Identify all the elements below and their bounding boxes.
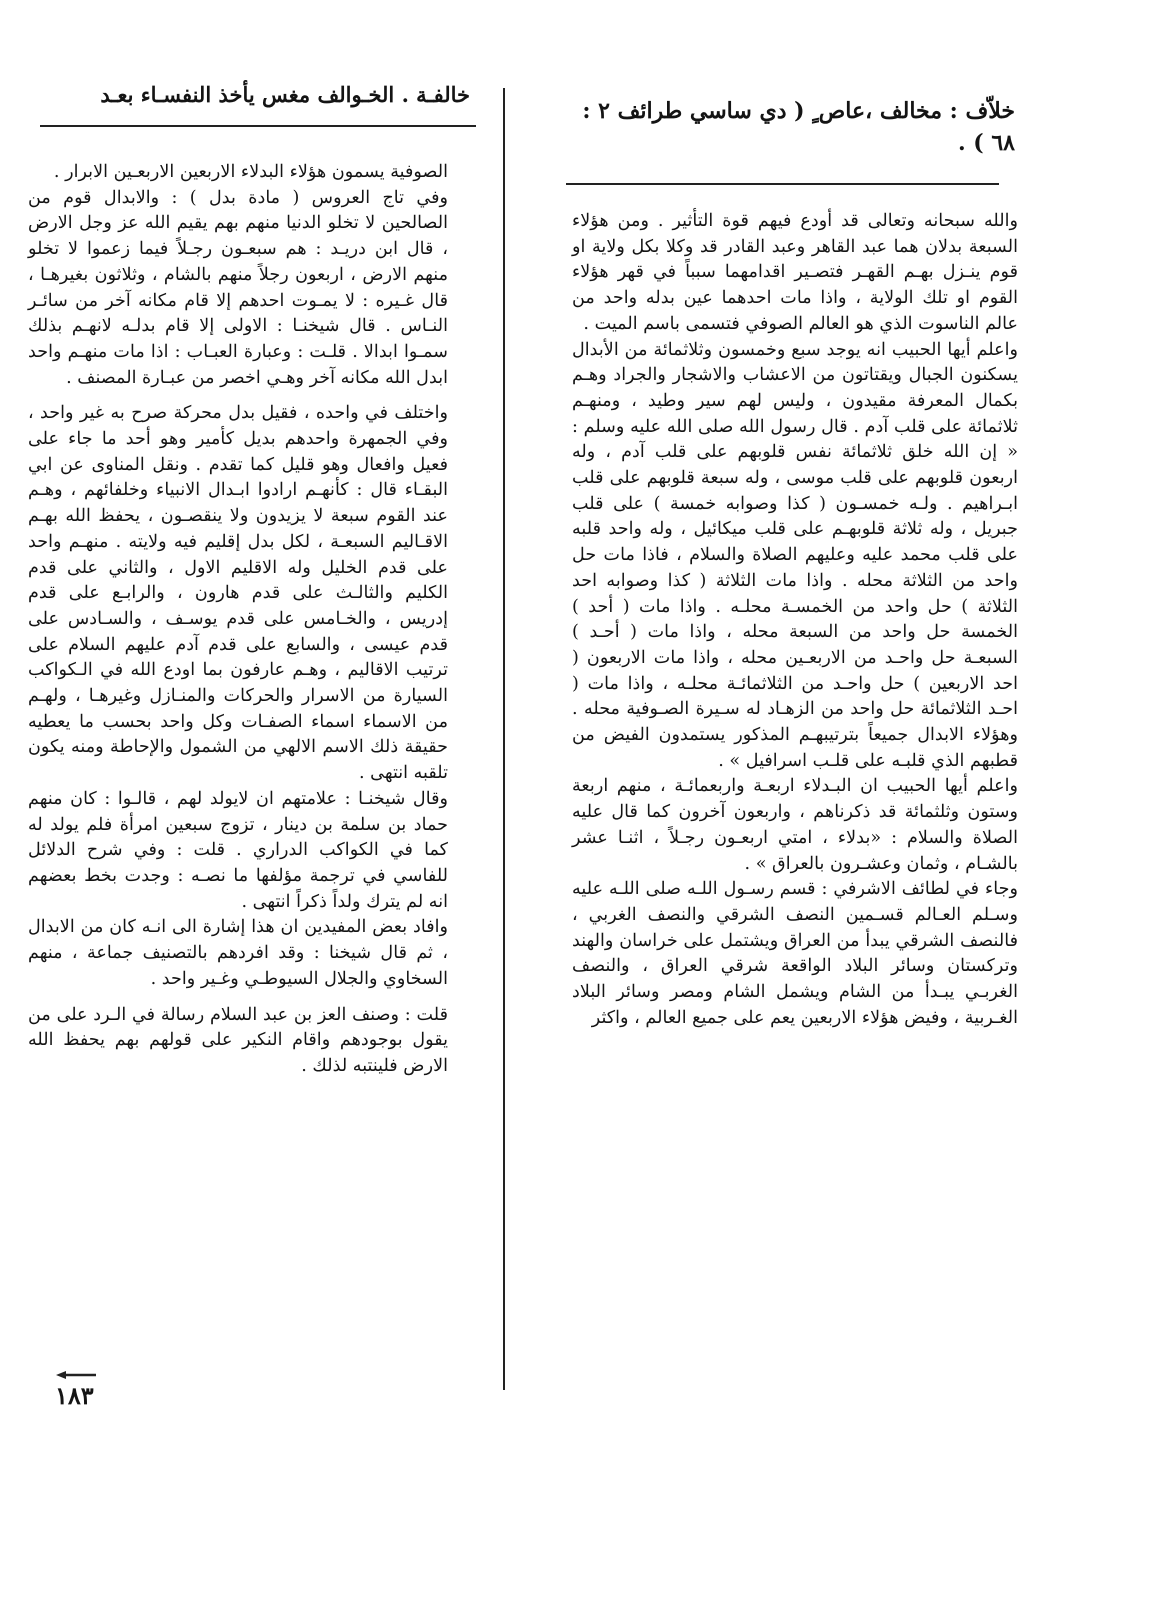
right-header-rule	[566, 183, 999, 185]
left-column-header: خالفـة . الخـوالف مغس يأخذ النفسـاء بعـد	[100, 82, 470, 107]
paragraph: وافاد بعض المفيدين ان هذا إشارة الى انـه كان من الابدال ، ثم قال شيخنا : وقد افردهم بالتصنيف جماعة ، منهم السخاوي والجلال السيوطـي وغـير واحد .	[28, 917, 448, 989]
paragraph: وجاء في لطائف الاشرفي : قسم رسـول اللـه صلى اللـه عليه وسـلم العـالم قسـمين النصف الشرقي والنصف الغربي ، فالنصف الشرقي يبدأ من العراق ويشتمل على خراسان والهند وتركستان وسائر البلاد الواقعة شرقي العراق ، والنصف الغربـي يبـدأ من الشام ويشمل الشام ومصر وسائر البلاد الغـربية ، وفيض هؤلاء الاربعين يعم على جميع العالم ، واكثر	[572, 879, 1018, 1028]
paragraph: قلت : وصنف العز بن عبد السلام رسالة في الـرد على من يقول بوجودهم واقام النكير على قولهم بهم يحفظ الله الارض فلينتبه لذلك .	[28, 1004, 448, 1076]
column-divider	[503, 88, 505, 1390]
right-column-header: خلاّف : مخالف ،عاص ٍ ( دي ساسي طرائف ٢ : ٦٨ ) .	[582, 98, 1015, 156]
continuation-arrow-icon	[56, 1370, 96, 1380]
page-number: ١٨٣	[55, 1381, 94, 1410]
paragraph: وفي تاج العروس ( مادة بدل ) : والابدال قوم من الصالحين لا تخلو الدنيا منهم بهم يقيم الله عز وجل الارض ، قال ابن دريـد : هم سبعـون رجـلاً فيما زعموا لا تخلو منهم الارض ، اربعون رجلاً منهم بالشام ، وثلاثون بغيرهـا ، قال غـيره : لا يمـوت احدهم إلا قام مكانه آخر من سائـر النـاس . قال شيخنـا : الاولى إلا قام بدلـه لانهـم بذلك سمـوا ابدالا . قلـت : وعبارة العبـاب : اذا مات منهـم واحد ابدل الله مكانه آخر وهـي اخصر من عبـارة المصنف .	[28, 187, 448, 388]
paragraph: واعلم أيها الحبيب انه يوجد سبع وخمسون وثلاثمائة من الأبدال يسكنون الجبال ويقتاتون من الاعشاب والاشجار والجراد وهـم بكمال المعرفة مقيدون ، وليس لهم سير وطيد ، ومنهـم ثلاثمائة على قلب آدم . قال رسول الله صلى الله عليه وسلم : « إن الله خلق ثلاثمائة نفس قلوبهم على قلب آدم ، وله اربعون قلوبهم على قلب موسى ، وله سبعة قلوبهم على قلب ابـراهيم . ولـه خمسـون ( كذا وصوابه خمسة ) على قلب جبريل ، وله ثلاثة قلوبهـم على قلب ميكائيل ، وله واحد قلبه على قلب محمد عليه وعليهم الصلاة والسلام ، فاذا مات حل واحد من الثلاثة محله . واذا مات الثلاثة ( كذا وصوابه احد الثلاثة ) حل واحد من الخمسـة محلـه . واذا مات ( أحد ) الخمسة حل واحد من السبعة محله ، واذا مات ( أحـد ) السبعـة حل واحـد من الاربعـين محله ، واذا مات الاربعون ( احد الاربعين ) حل واحـد من الثلاثمائـة محلـه ، واذا مات ( احـد الثلاثمائة حل واحد من الزهـاد له سـيرة الصـوفية محله . وهؤلاء الابدال جميعاً بترتيبهـم المذكور يستمدون الفيض من قطبهم الذي قلبـه على قلـب اسرافيل » .	[572, 339, 1018, 771]
paragraph: واعلم أيها الحبيب ان البـدلاء اربعـة واربعمائـة ، منهم اربعة وستون وثلثمائة قد ذكرناهم ، واربعون آخرون كما قال عليه الصلاة والسلام : «بدلاء ، امتي اربعـون رجـلاً ، اثنـا عشر بالشـام ، وثمان وعشـرون بالعراق » .	[572, 776, 1018, 874]
paragraph: وقال شيخنـا : علامتهم ان لايولد لهم ، قالـوا : كان منهم حماد بن سلمة بن دينار ، تزوج سبعين امرأة فلم يولد له كما في الكواكب الدراري . قلت : وفي شرح الدلائل للفاسي في ترجمة مؤلفها ما نصـه : وجدت بخط بعضهم انه لم يترك ولداً ذكراً انتهى .	[28, 788, 448, 912]
right-column-text	[572, 209, 1018, 1032]
left-header-rule	[40, 125, 476, 127]
left-column-text	[28, 160, 448, 1080]
paragraph: واختلف في واحده ، فقيل بدل محركة صرح به غير واحد ، وفي الجمهرة واحدهم بديل كأمير وهو أحد ما جاء على فعيل وافعال وهو قليل كما تقدم . ونقل المناوى عن ابي البقـاء قال : كأنهـم ارادوا ابـدال الانبياء وخلفائهم ، وهـم عند القوم سبعة لا يزيدون ولا ينقصـون ، يحفظ الله بهـم الاقـاليم السبعـة ، لكل بدل إقليم فيه ولايته . منهـم واحد على قدم الخليل وله الاقليم الاول ، والثاني على قدم الكليم والثالـث على قدم هارون ، والرابـع على قدم إدريس ، والخـامس على قدم يوسـف ، والسـادس على قدم عيسى ، والسابع على قدم آدم عليهم السلام على ترتيب الاقاليم ، وهـم عارفون بما اودع الله في الـكواكب السيارة من الاسرار والحركات والمنـازل وغيرهـا ، ولهـم من الاسماء اسماء الصفـات وكل واحد بحسب ما يعطيه حقيقة ذلك الاسم الالهي من الشمول والإحاطة ومنه يكون تلقبه انتهى .	[28, 403, 448, 784]
paragraph: والله سبحانه وتعالى قد أودع فيهم قوة التأثير . ومن هؤلاء السبعة بدلان هما عبد القاهر وعبد القادر قد وكلا بكل ولاية او قوم ينـزل بهـم القهـر فتصـير اقدامهما سبباً في قهر هؤلاء القوم او تلك الولاية ، واذا مات احدهما عين بدله واحد من عالم الناسوت الذي هو العالم الصوفي فتسمى باسم الميت .	[572, 211, 1018, 334]
paragraph: الصوفية يسمون هؤلاء البدلاء الاربعين الاربعـين الابرار .	[53, 162, 448, 182]
